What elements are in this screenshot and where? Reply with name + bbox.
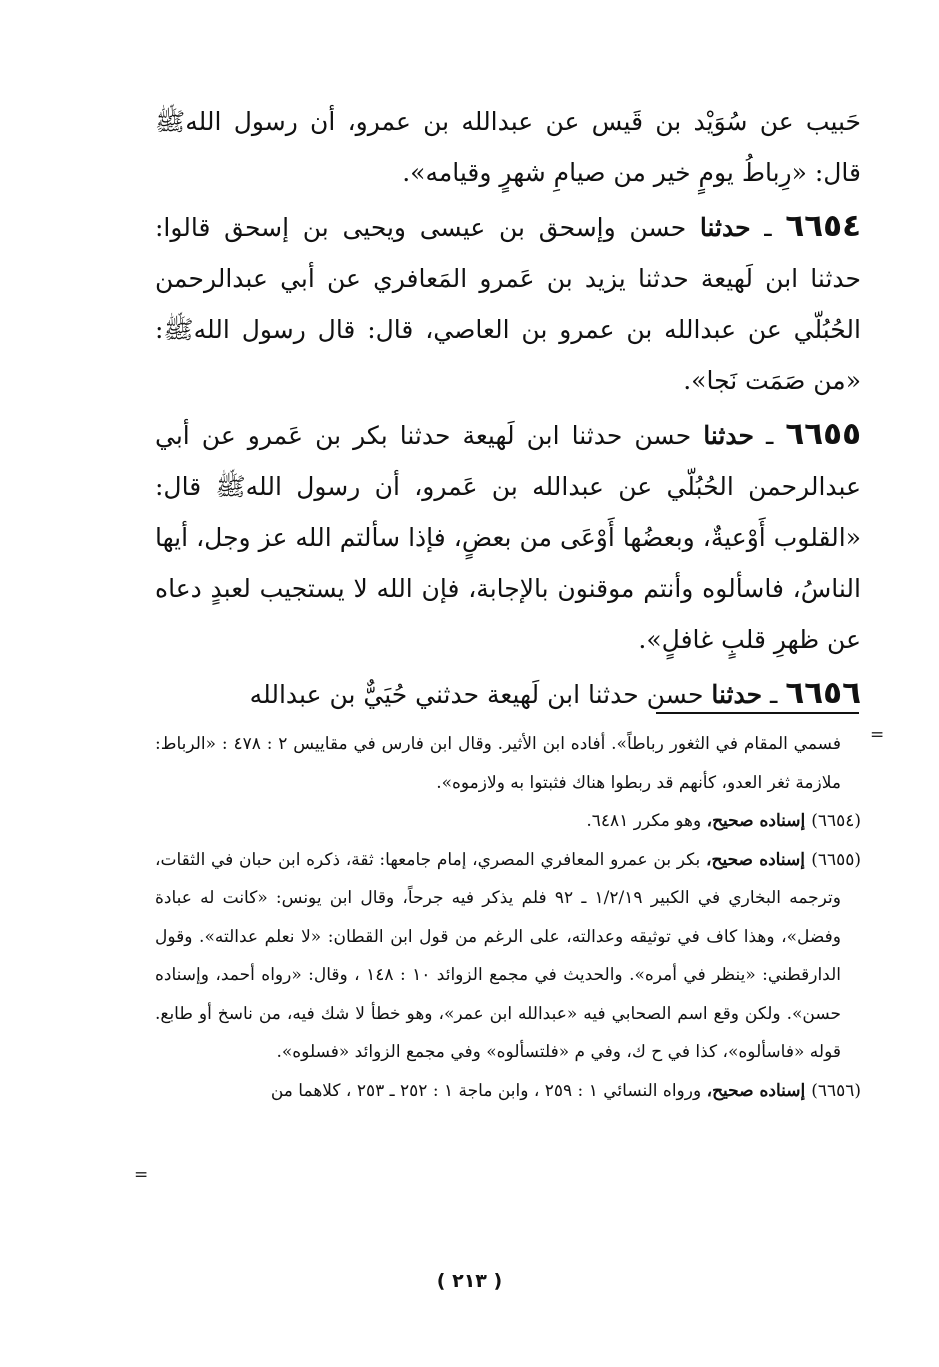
footnote-6655 xyxy=(155,841,861,1072)
hadith-6654 xyxy=(155,201,861,406)
haddathana-keyword: حدثنا xyxy=(711,680,763,709)
footnote-text: ورواه النسائي ١ : ٢٥٩ ، وابن ماجة ١ : ٢٥٢ ـ ٢٥٣ ، كلاهما من xyxy=(270,1080,707,1101)
footnote-continuation-text: فسمي المقام في الثغور رباطاً». أفاده ابن الأثير. وقال ابن فارس في مقاييس ٢ : ٤٧٨ : «الرباط: ملازمة ثغر العدو، كأنهم قد ربطوا هناك فثبتوا به ولازموه». xyxy=(155,734,841,793)
main-text-body xyxy=(155,96,861,720)
page-number: ( ٢١٣ ) xyxy=(436,1270,503,1292)
footnote-number: (٦٦٥٤) xyxy=(811,811,861,831)
footnote-text: بكر بن عمرو المعافري المصري، إمام جامعها: ثقة، ذكره ابن حبان في الثقات، وترجمه البخاري في الكبير ١/٢/١٩ ـ ٩٢ فلم يذكر فيه جرحاً، وقال ابن يونس: «كانت له عبادة وفضل»، وهذا كاف في توثيقه وعدالته، على الرغم من قول ابن القطان: «لا نعلم عدالته». وقول الدارقطني: «ينظر في أمره». والحديث في مجمع الزوائد ١٠ : ١٤٨ ، وقال: «رواه أحمد، وإسناده حسن». ولكن وقع اسم الصحابي فيه «عبدالله ابن عمر»، وهو خطأ لا شك فيه، من ناسخ أو طابع. قوله «فاسألوه»، كذا في ح ك، وفي م «فلتسألوه» وفي مجمع الزوائد «فسلوه». xyxy=(155,849,842,1062)
hadith-number: ٦٦٥٥ xyxy=(785,416,862,452)
hadith-number: ٦٦٥٦ xyxy=(785,675,861,711)
hadith-text: حسن حدثنا ابن لَهيعة حدثنا بكر بن عَمرو عن أبي عبدالرحمن الحُبُلّي عن عبدالله بن عَمرو، أن رسول اللهﷺ قال: «القلوب أَوْعيةٌ، وبعضُها أَوْعَى من بعضٍ، فإذا سألتم الله عز وجل، أيها الناسُ، فاسألوه وأنتم موقنون بالإجابة، فإن الله لا يستجيب لعبدٍ دعاه عن ظهرِ قلبٍ غافلٍ». xyxy=(155,421,861,654)
continuation-mark: = xyxy=(870,725,885,745)
footnote-number: (٦٦٥٥) xyxy=(811,849,861,870)
hadith-dash: ـ xyxy=(753,421,786,450)
footnote-6654 xyxy=(155,802,861,841)
footnote-6656 xyxy=(155,1072,861,1111)
hadith-continuation-text: حَبيب عن سُوَيْد بن قَيس عن عبدالله بن عمرو، أن رسول اللهﷺ قال: «رِباطُ يومٍ خير من صيامِ شهرٍ وقيامه». xyxy=(155,107,861,187)
footnote-grading: إسناده صحيح، xyxy=(705,849,812,870)
haddathana-keyword: حدثنا xyxy=(703,421,754,450)
footnotes xyxy=(155,725,861,1110)
hadith-dash: ـ xyxy=(750,213,786,242)
hadith-6655 xyxy=(155,409,861,665)
footnote-separator-rule xyxy=(656,712,859,714)
hadith-text: حسن وإسحق بن عيسى ويحيى بن إسحق قالوا: حدثنا ابن لَهيعة حدثنا يزيد بن عَمرو المَعافري عن أبي عبدالرحمن الحُبُلّي عن عبدالله بن عمرو بن العاصي، قال: قال رسول اللهﷺ: «من صَمَت نَجا». xyxy=(155,213,861,395)
footnote-number: (٦٦٥٦) xyxy=(811,1080,861,1101)
hadith-text: حسن حدثنا ابن لَهيعة حدثني حُيَيٌّ بن عبدالله xyxy=(249,680,712,709)
footnote-continuation xyxy=(155,725,861,802)
footnote-grading: إسناده صحيح، xyxy=(706,811,812,831)
haddathana-keyword: حدثنا xyxy=(699,213,751,242)
footnote-grading: إسناده صحيح، xyxy=(706,1080,812,1101)
hadith-dash: ـ xyxy=(762,680,786,709)
footnote-text: وهو مكرر ٦٤٨١. xyxy=(586,811,707,831)
continued-mark: = xyxy=(134,1165,149,1185)
hadith-number: ٦٦٥٤ xyxy=(785,208,862,244)
hadith-continuation xyxy=(155,96,861,198)
